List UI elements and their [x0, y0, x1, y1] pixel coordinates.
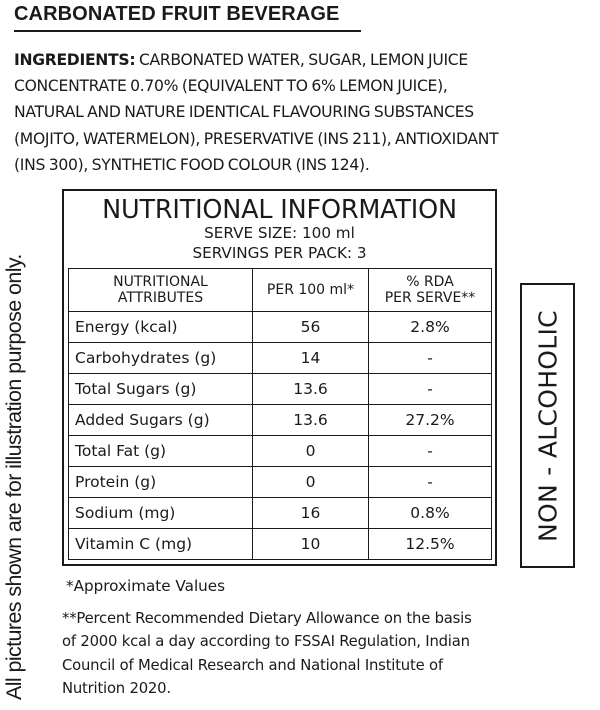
rda-footnote-line: of 2000 kcal a day according to FSSAI Regulation, Indian: [62, 633, 470, 651]
row-name: Total Sugars (g): [69, 374, 253, 405]
table-row: [69, 529, 492, 560]
row-rda: -: [369, 467, 492, 498]
row-per100: 14: [253, 343, 369, 374]
table-row: [69, 467, 492, 498]
table-row: [69, 405, 492, 436]
title-underline: [14, 30, 361, 32]
row-rda: 2.8%: [369, 312, 492, 343]
nutrition-title: NUTRITIONAL INFORMATION: [102, 195, 457, 225]
table-row: [69, 312, 492, 343]
table-row: [69, 498, 492, 529]
row-per100: 56: [253, 312, 369, 343]
ingredients-line-4: (MOJITO, WATERMELON), PRESERVATIVE (INS 211), ANTIOXIDANT: [14, 129, 499, 148]
row-rda: 0.8%: [369, 498, 492, 529]
row-per100: 16: [253, 498, 369, 529]
rda-footnote-line: **Percent Recommended Dietary Allowance on the basis: [62, 610, 472, 627]
servings-per-pack: SERVINGS PER PACK: 3: [192, 244, 367, 262]
row-per100: 13.6: [253, 405, 369, 436]
row-name: Added Sugars (g): [69, 405, 253, 436]
row-per100: 0: [253, 467, 369, 498]
ingredients-text: CARBONATED WATER, SUGAR, LEMON JUICE: [138, 51, 468, 69]
rda-footnote-line: Nutrition 2020.: [62, 680, 171, 698]
header-per-100ml: PER 100 ml*: [253, 269, 369, 312]
ingredients-line-1: [14, 47, 598, 73]
header-attributes: NUTRITIONAL ATTRIBUTES: [69, 269, 253, 312]
illustration-disclaimer: All pictures shown are for illustration purpose only.: [2, 254, 26, 700]
table-row: [69, 374, 492, 405]
ingredients-line-5: (INS 300), SYNTHETIC FOOD COLOUR (INS 124).: [14, 155, 370, 174]
row-name: Carbohydrates (g): [69, 343, 253, 374]
nutrition-table: [68, 268, 492, 560]
row-rda: -: [369, 436, 492, 467]
row-rda: 12.5%: [369, 529, 492, 560]
ingredients-line-3: NATURAL AND NATURE IDENTICAL FLAVOURING SUBSTANCES: [14, 103, 474, 122]
row-per100: 0: [253, 436, 369, 467]
row-name: Protein (g): [69, 467, 253, 498]
product-title: CARBONATED FRUIT BEVERAGE: [14, 3, 340, 25]
row-per100: 10: [253, 529, 369, 560]
row-name: Total Fat (g): [69, 436, 253, 467]
ingredients-label: INGREDIENTS:: [14, 51, 136, 69]
rda-footnote: [62, 607, 597, 701]
non-alcoholic-label: NON - ALCOHOLIC: [533, 309, 562, 542]
nutrition-panel: [62, 189, 497, 566]
non-alcoholic-box: [520, 283, 575, 568]
serve-size: SERVE SIZE: 100 ml: [204, 224, 355, 242]
table-header-row: [69, 269, 492, 312]
header-rda: % RDA PER SERVE**: [369, 269, 492, 312]
table-row: [69, 436, 492, 467]
row-rda: 27.2%: [369, 405, 492, 436]
row-per100: 13.6: [253, 374, 369, 405]
row-name: Energy (kcal): [69, 312, 253, 343]
row-name: Vitamin C (mg): [69, 529, 253, 560]
approx-values-note: *Approximate Values: [66, 577, 226, 595]
row-rda: -: [369, 374, 492, 405]
row-name: Sodium (mg): [69, 498, 253, 529]
row-rda: -: [369, 343, 492, 374]
rda-footnote-line: Council of Medical Research and National Institute of: [62, 656, 443, 674]
ingredients-line-2: CONCENTRATE 0.70% (EQUIVALENT TO 6% LEMON JUICE),: [14, 77, 448, 96]
ingredients-block: [14, 47, 598, 178]
table-row: [69, 343, 492, 374]
